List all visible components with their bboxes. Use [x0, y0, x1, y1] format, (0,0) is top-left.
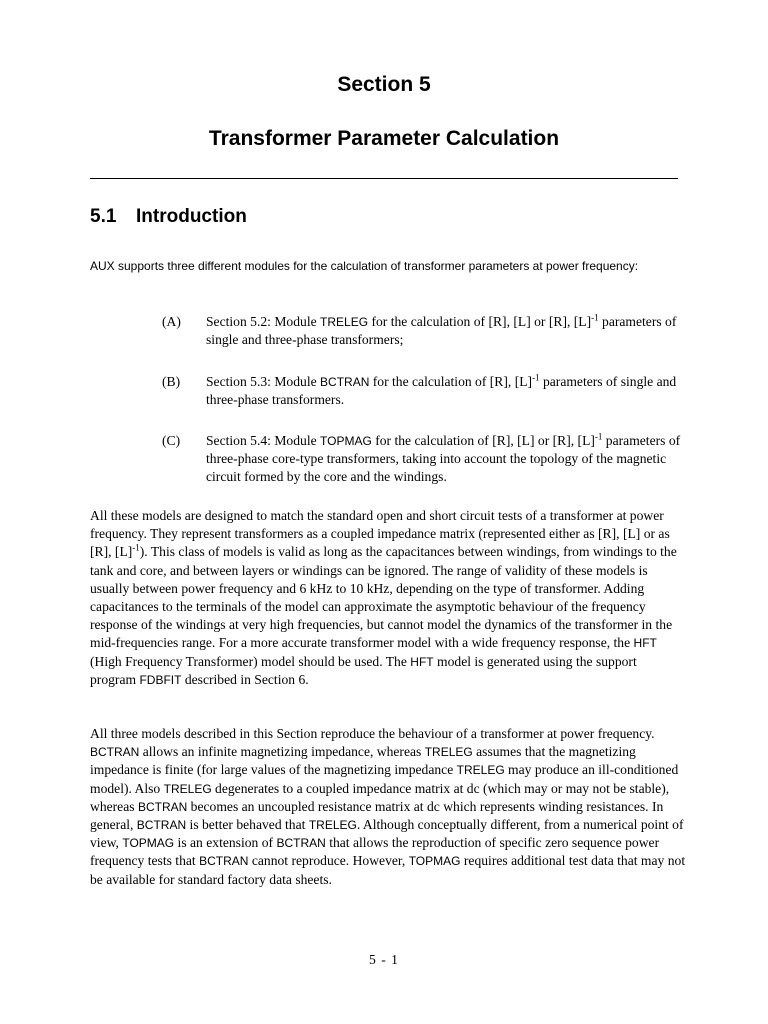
model-name: HFT — [410, 654, 434, 669]
subsection-number: 5.1 — [90, 206, 117, 227]
module-name: BCTRAN — [199, 854, 249, 869]
text-run: for the calculation of [R], [L] or [R], [L] — [368, 314, 592, 329]
module-name: TRELEG — [308, 818, 357, 833]
list-item — [162, 432, 682, 487]
module-name: BCTRAN — [276, 836, 326, 851]
page-number: 5 - 1 — [369, 952, 399, 967]
module-name: BCTRAN — [137, 799, 188, 814]
text-run: model is generated using the support program — [90, 653, 637, 687]
list-item-marker: (A) — [162, 314, 181, 329]
superscript: -1 — [594, 431, 603, 442]
text-run: ). This class of models is valid as long as the capacitances between windings, from windings to the tank and core, and between layers or windings can be ignored. The range of validity of these models is usually between power frequency and 6 kHz to 10 kHz, depending on the type of transformer. Adding capacitances to the terminals of the model can approximate the asymptotic behaviour of the frequency response of the windings at very high frequencies, but cannot model the dynamics of the transformer in the mid-frequencies range. For a more accurate transformer model with a wide frequency response, the — [90, 544, 677, 651]
text-run: parameters of three-phase core-type transformers, taking into account the topology of the magnetic circuit formed by the core and the windings. — [206, 433, 681, 485]
list-item — [162, 313, 682, 349]
superscript: -1 — [132, 542, 140, 553]
text-run: becomes an uncoupled resistance matrix at dc which represents winding resistances. In general, — [90, 798, 664, 833]
module-name: TOPMAG — [320, 434, 372, 448]
text-run: Section 5.3: Module — [206, 374, 321, 389]
text-run: parameters of single and three-phase transformers. — [206, 374, 677, 408]
body-paragraph — [90, 507, 686, 689]
module-name: TRELEG — [320, 315, 369, 329]
text-run: All three models described in this Section reproduce the behaviour of a transformer at power frequency. — [90, 726, 655, 741]
body-paragraph — [90, 725, 686, 889]
text-run: requires additional test data that may not be available for standard factory data sheets. — [90, 853, 686, 887]
text-run: described in Section 6. — [181, 671, 309, 687]
text-run: assumes that the magnetizing impedance is finite (for large values of the magnetizing impedance — [90, 744, 636, 778]
module-name: BCTRAN — [320, 375, 370, 389]
text-run: for the calculation of [R], [L] or [R], [L] — [371, 433, 595, 448]
list-item-text — [206, 313, 682, 349]
model-name: HFT — [633, 636, 657, 651]
superscript: -1 — [532, 372, 540, 383]
text-run: allows an infinite magnetizing impedance, whereas — [139, 744, 425, 760]
module-name: TOPMAG — [122, 836, 175, 851]
text-run: degenerates to a coupled impedance matrix at dc (which may or may not be stable), whereas — [90, 780, 670, 814]
text-run: Section 5.2: Module — [206, 314, 321, 329]
subsection-heading — [90, 207, 247, 226]
module-name: BCTRAN — [136, 818, 187, 833]
module-name: BCTRAN — [90, 745, 140, 760]
module-name: TRELEG — [456, 763, 505, 778]
text-run: All these models are designed to match the standard open and short circuit tests of a transformer at power frequency. They represent transformers as a coupled impedance matrix (represented either as [R], [L] or as [R], [L] — [90, 508, 670, 560]
superscript: -1 — [591, 312, 599, 323]
text-run: is better behaved that — [186, 817, 309, 833]
text-run: parameters of single and three-phase transformers; — [206, 314, 677, 348]
title-divider — [90, 178, 678, 179]
page-title: Transformer Parameter Calculation — [208, 127, 560, 150]
list-item-text — [206, 373, 682, 409]
text-run: for the calculation of [R], [L] — [369, 374, 533, 389]
section-label: Section 5 — [337, 73, 431, 96]
module-name: TRELEG — [424, 745, 473, 760]
text-run: that allows the reproduction of specific zero sequence power frequency tests that — [90, 835, 660, 869]
text-run: may produce an ill-conditioned model). Also — [90, 762, 679, 796]
text-run: cannot reproduce. However, — [248, 853, 409, 869]
list-item-marker: (C) — [162, 433, 181, 448]
list-item — [162, 373, 682, 409]
list-item-text — [206, 432, 682, 487]
program-name: FDBFIT — [139, 672, 182, 687]
list-item-marker: (B) — [162, 374, 181, 389]
module-name: TOPMAG — [408, 854, 461, 869]
subsection-title: Introduction — [136, 206, 247, 227]
intro-paragraph — [90, 257, 686, 275]
text-run: . Although conceptually different, from a numerical point of view, — [90, 817, 684, 851]
text-run: is an extension of — [174, 835, 277, 851]
text-run: Section 5.4: Module — [206, 433, 321, 448]
text-run: (High Frequency Transformer) model should be used. The — [90, 653, 411, 669]
intro-text: AUX supports three different modules for the calculation of transformer parameters at power frequency: — [90, 259, 639, 273]
module-name: TRELEG — [163, 781, 212, 796]
